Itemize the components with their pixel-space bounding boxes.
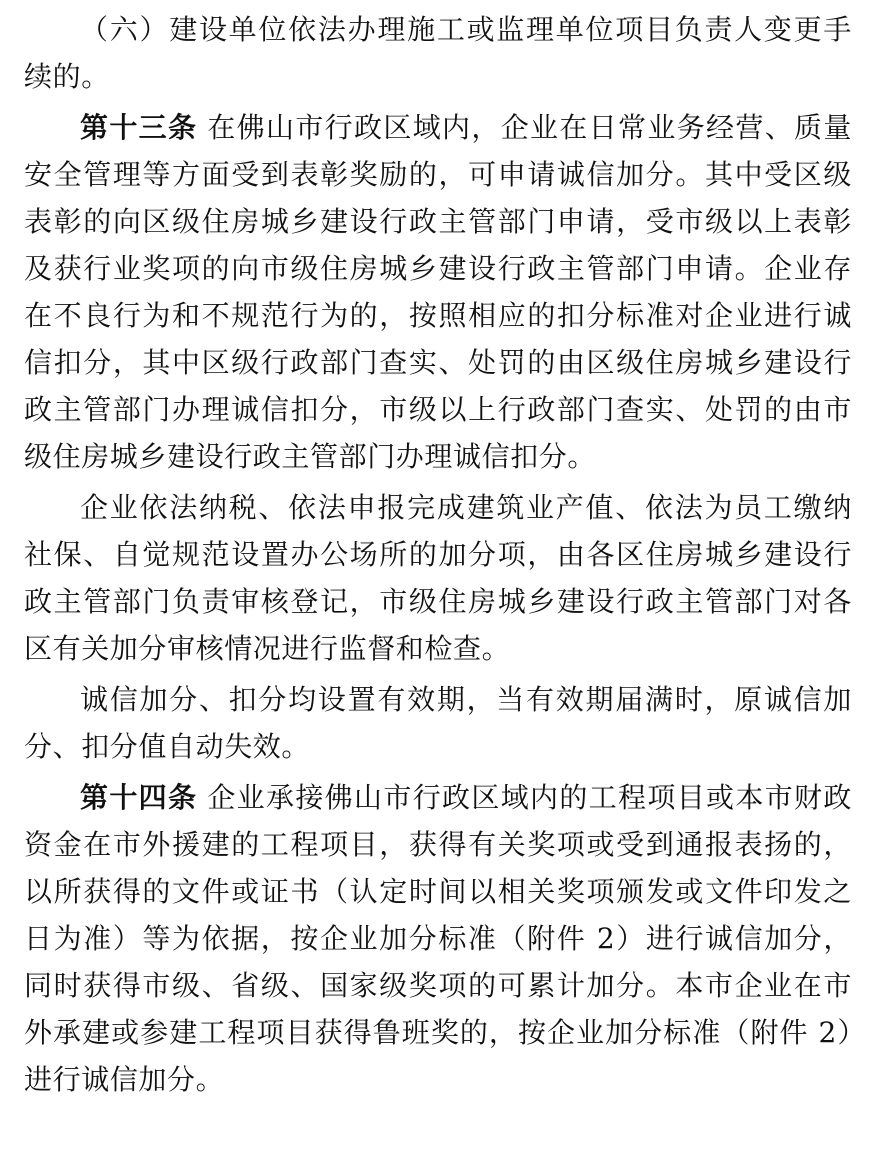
paragraph-article-13 — [24, 104, 852, 480]
paragraph-validity — [24, 676, 852, 770]
article-heading: 第十三条 — [80, 111, 198, 144]
paragraph-article-14 — [24, 774, 852, 1103]
paragraph-text: 诚信加分、扣分均设置有效期，当有效期届满时，原诚信加分、扣分值自动失效。 — [24, 683, 852, 763]
paragraph-clause-6 — [24, 6, 852, 100]
article-heading: 第十四条 — [80, 781, 198, 814]
paragraph-text: 企业依法纳税、依法申报完成建筑业产值、依法为员工缴纳社保、自觉规范设置办公场所的加分项，由各区住房城乡建设行政主管部门负责审核登记，市级住房城乡建设行政主管部门对各区有关加分审核情况进行监督和检查。 — [24, 491, 852, 665]
paragraph-bonus-items — [24, 484, 852, 672]
paragraph-text: 在佛山市行政区域内，企业在日常业务经营、质量安全管理等方面受到表彰奖励的，可申请诚信加分。其中受区级表彰的向区级住房城乡建设行政主管部门申请，受市级以上表彰及获行业奖项的向市级住房城乡建设行政主管部门申请。企业存在不良行为和不规范行为的，按照相应的扣分标准对企业进行诚信扣分，其中区级行政部门查实、处罚的由区级住房城乡建设行政主管部门办理诚信扣分，市级以上行政部门查实、处罚的由市级住房城乡建设行政主管部门办理诚信扣分。 — [24, 111, 852, 473]
paragraph-text: 企业承接佛山市行政区域内的工程项目或本市财政资金在市外援建的工程项目，获得有关奖项或受到通报表扬的，以所获得的文件或证书（认定时间以相关奖项颁发或文件印发之日为准）等为依据，按企业加分标准（附件 2）进行诚信加分，同时获得市级、省级、国家级奖项的可累计加分。本市企业在市外承建或参建工程项目获得鲁班奖的，按企业加分标准（附件 2）进行诚信加分。 — [24, 781, 852, 1096]
paragraph-text: （六）建设单位依法办理施工或监理单位项目负责人变更手续的。 — [24, 13, 852, 93]
